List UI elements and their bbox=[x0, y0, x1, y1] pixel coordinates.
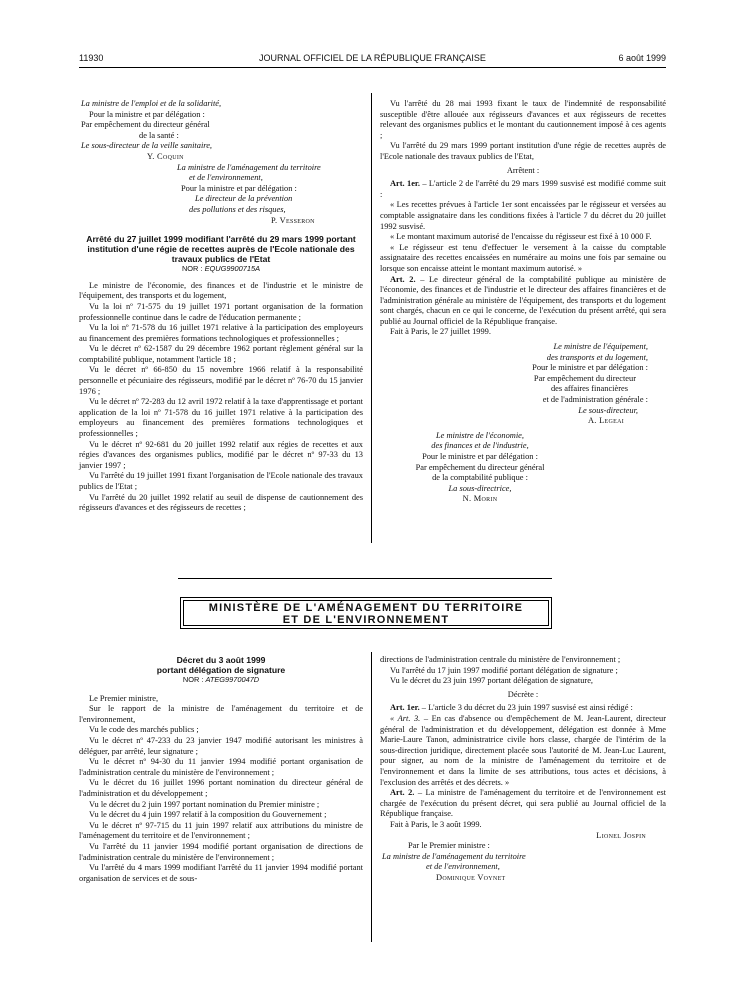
sig-line: La ministre de l'aménagement du territoire bbox=[177, 162, 321, 172]
sig-line: Pour la ministre et par délégation : bbox=[89, 109, 205, 119]
paragraph: Vu le décret nº 47-233 du 23 janvier 1947 modifié autorisant les ministres à déléguer, par arrêté, leur signature ; bbox=[79, 735, 363, 756]
article-label: Art. 2. bbox=[390, 274, 416, 284]
decree-title: Arrêté du 27 juillet 1999 modifiant l'arrêté du 29 mars 1999 portant institution d'une régie de recettes auprès de l'Ecole nationale des travaux publics de l'Etat bbox=[86, 234, 356, 265]
sig-line: et de l'administration générale : bbox=[542, 395, 648, 405]
signatory-name: P. Vesseron bbox=[271, 215, 315, 225]
column-divider bbox=[371, 652, 372, 942]
ministry-line-1: MINISTÈRE DE L'AMÉNAGEMENT DU TERRITOIRE bbox=[208, 602, 524, 614]
decree-title-line-2: portant délégation de signature bbox=[156, 665, 286, 675]
sig-line: La ministre de l'aménagement du territoire bbox=[382, 851, 526, 861]
sig-line: Le ministre de l'équipement, bbox=[553, 342, 648, 352]
article-text: – La ministre de l'aménagement du territoire et de l'environnement est chargée de l'exécution du présent décret, qui sera publié au Journal officiel de la République française. bbox=[380, 788, 666, 819]
paragraph: Vu l'arrêté du 19 juillet 1991 fixant l'organisation de l'Ecole nationale des travaux publics de l'Etat ; bbox=[79, 471, 363, 491]
quote: « Le régisseur est tenu d'effectuer le versement à la caisse du comptable assignataire des recettes encaissées en numéraire au moins une fois par semaine ou lorsque son encaisse atteint le montant maximum autorisé. » bbox=[380, 242, 666, 273]
arretent-heading: Arrêtent : bbox=[506, 165, 540, 175]
decrete-heading: Décrète : bbox=[507, 689, 539, 699]
nor-code: ATEG9970047D bbox=[205, 675, 260, 684]
sig-line: et de l'environnement, bbox=[189, 173, 263, 183]
sig-line: des affaires financières bbox=[550, 384, 628, 394]
signatory-name: Dominique Voynet bbox=[436, 872, 506, 882]
signatory-name: A. Legeai bbox=[587, 416, 624, 426]
paragraph: Vu le code des marchés publics ; bbox=[89, 725, 199, 735]
signature-block-amenagement bbox=[79, 163, 363, 227]
paragraph: Vu le décret nº 62-1587 du 29 décembre 1962 portant règlement général sur la comptabilité publique, notamment l'article 18 ; bbox=[79, 344, 363, 364]
paragraph: Vu le décret nº 72-283 du 12 avril 1972 relatif à la taxe d'apprentissage et portant application de la loi nº 71-578 du 16 juillet 1971 relative à la participation des employeurs au financement des premières formations technologiques et professionnelles ; bbox=[79, 397, 363, 439]
page-header bbox=[79, 53, 666, 67]
sig-line: Pour la ministre et par délégation : bbox=[181, 183, 297, 193]
fait-date: Fait à Paris, le 27 juillet 1999. bbox=[390, 327, 491, 337]
fait-date: Fait à Paris, le 3 août 1999. bbox=[390, 819, 482, 829]
nor-label: NOR : bbox=[181, 264, 203, 274]
quote: « Le montant maximum autorisé de l'encaisse du régisseur est fixé à 10 000 F. bbox=[390, 232, 652, 242]
signature-block-equipement bbox=[380, 342, 666, 427]
sig-line: Le sous-directeur, bbox=[578, 405, 638, 415]
nor-reference bbox=[79, 675, 363, 686]
ministry-section-box bbox=[180, 597, 552, 629]
paragraph: Vu le décret du 4 juin 1997 relatif à la composition du Gouvernement ; bbox=[89, 810, 327, 820]
article-2 bbox=[380, 275, 666, 328]
column-divider bbox=[371, 93, 372, 543]
sig-line: Par empêchement du directeur bbox=[533, 373, 636, 383]
issue-date: 6 août 1999 bbox=[618, 53, 666, 63]
paragraph: Vu le décret nº 66-850 du 15 novembre 1966 relatif à la responsabilité personnelle et pécuniaire des régisseurs, modifié par le décret nº 76-70 du 15 janvier 1976 ; bbox=[79, 365, 363, 396]
sig-line: Le ministre de l'économie, bbox=[435, 430, 524, 440]
paragraph: Sur le rapport de la ministre de l'aménagement du territoire et de l'environnement, bbox=[79, 704, 363, 724]
paragraph: directions de l'administration centrale du ministère de l'environnement ; bbox=[380, 655, 621, 664]
article-text: – L'article 2 de l'arrêté du 29 mars 1999 susvisé est modifié comme suit : bbox=[380, 179, 666, 199]
sig-line: et de l'environnement, bbox=[426, 862, 500, 872]
ministry-line-2: ET DE L'ENVIRONNEMENT bbox=[282, 614, 450, 626]
paragraph: Vu le décret du 23 juin 1997 portant délégation de signature, bbox=[390, 676, 593, 686]
sig-line: Pour le ministre et par délégation : bbox=[422, 452, 538, 461]
sig-line: Le directeur de la prévention bbox=[195, 194, 293, 204]
nor-reference bbox=[79, 264, 363, 275]
article-text: – Le directeur général de la comptabilité publique au ministère de l'économie, des finances et de l'industrie et le directeur des affaires financières et de l'administration générale au ministère de l'équipement, des transports et du logement sont chargés, chacun en ce qui le concerne, de l'exécution du présent arrêté, qui sera publié au Journal officiel de la République française. bbox=[380, 274, 667, 326]
sig-line: de la santé : bbox=[139, 130, 179, 140]
quote-label: « Art. 3. bbox=[390, 713, 421, 723]
article-label: Art. 1er. bbox=[390, 179, 420, 189]
paragraph: Vu le décret nº 92-681 du 20 juillet 1992 relatif aux régies de recettes et aux régies d'avances des organismes publics, modifié par le décret nº 97-33 du 13 janvier 1997 ; bbox=[79, 439, 363, 470]
nor-label: NOR : bbox=[182, 675, 204, 684]
sig-line: de la comptabilité publique : bbox=[432, 473, 528, 483]
nor-code: EQUG9900715A bbox=[204, 264, 261, 274]
paragraph: Vu la loi nº 71-578 du 16 juillet 1971 relative à la participation des employeurs au financement des premières formations technologiques et professionnelles ; bbox=[79, 323, 363, 343]
sig-line: La ministre de l'emploi et de la solidarité, bbox=[81, 99, 222, 108]
article-text: – L'article 3 du décret du 23 juin 1997 susvisé est ainsi rédigé : bbox=[421, 703, 633, 713]
paragraph: Le Premier ministre, bbox=[89, 693, 159, 703]
quoted-article bbox=[380, 714, 666, 788]
sig-line: des transports et du logement, bbox=[546, 352, 648, 362]
article-2 bbox=[380, 788, 666, 820]
article-label: Art. 1er. bbox=[390, 703, 420, 713]
article-label: Art. 2. bbox=[390, 788, 415, 798]
quote-text: – En cas d'absence ou d'empêchement de M. Jean-Laurent, directeur général de l'administration et du développement, délégation est donnée à Mme Marie-Laure Tanon, administratrice civile hors classe, chargée de l'intérim de la sous-direction juridique, directement placée sous l'autorité de M. Jean-Luc Laurent, pour signer, au nom de la ministre de l'aménagement du territoire et de l'environnement et dans la limite de ses attributions, tous actes et décisions, à l'exclusion des arrêtés et des décrets. » bbox=[380, 713, 666, 787]
sig-line: Par empêchement du directeur général bbox=[81, 120, 210, 130]
signatory-name: N. Morin bbox=[462, 494, 498, 504]
signatory-name: Lionel Jospin bbox=[596, 830, 646, 840]
paragraph: Vu l'arrêté du 4 mars 1999 modifiant l'arrêté du 11 janvier 1994 modifié portant organisation de services et de sous- bbox=[79, 863, 363, 883]
signature-block-economie bbox=[380, 431, 580, 505]
sig-line: Par empêchement du directeur général bbox=[415, 462, 545, 472]
sig-line: Le sous-directeur de la veille sanitaire, bbox=[81, 141, 213, 151]
sig-line: des finances et de l'industrie, bbox=[431, 441, 529, 451]
article-1 bbox=[380, 703, 666, 714]
paragraph: Vu l'arrêté du 11 janvier 1994 modifié portant organisation de directions de l'administration centrale du ministère de l'environnement ; bbox=[79, 841, 363, 862]
signatory-name: Y. Coquin bbox=[147, 151, 184, 161]
article-1 bbox=[380, 179, 666, 200]
paragraph: Vu le décret nº 94-30 du 11 janvier 1994 modifié portant organisation de l'administration centrale du ministère de l'environnement ; bbox=[79, 757, 363, 777]
ministry-section-heading bbox=[183, 600, 549, 626]
par-line: Par le Premier ministre : bbox=[408, 841, 490, 851]
top-right-column bbox=[380, 99, 666, 505]
page-number: 11930 bbox=[79, 53, 104, 63]
paragraph: Le ministre de l'économie, des finances et de l'industrie et le ministre de l'équipement, des transports et du logement, bbox=[79, 280, 363, 301]
paragraph: Vu le décret du 16 juillet 1996 portant nomination du directeur général de l'administration et du développement ; bbox=[79, 778, 363, 798]
sig-line: Pour le ministre et par délégation : bbox=[532, 363, 648, 373]
bottom-left-column bbox=[79, 655, 363, 884]
decree-title-line-1: Décret du 3 août 1999 bbox=[176, 655, 266, 665]
quote: « Les recettes prévues à l'article 1er sont encaissées par le régisseur et versées au comptable assignataire dans les conditions fixées à l'article 7 du décret du 20 juillet 1992 susvisé. bbox=[380, 200, 666, 231]
sig-line: La sous-directrice, bbox=[448, 483, 512, 493]
paragraph: Vu le décret du 2 juin 1997 portant nomination du Premier ministre ; bbox=[89, 799, 320, 809]
paragraph: Vu le décret nº 97-715 du 11 juin 1997 relatif aux attributions du ministre de l'aménagement du territoire et de l'environnement ; bbox=[79, 820, 363, 841]
paragraph: Vu l'arrêté du 20 juillet 1992 relatif au seuil de dispense de cautionnement des régisseurs d'avances et des régisseurs de recettes ; bbox=[79, 492, 363, 513]
top-left-column bbox=[79, 99, 363, 514]
paragraph: Vu l'arrêté du 17 juin 1997 modifié portant délégation de signature ; bbox=[390, 665, 618, 675]
signature-block-emploi bbox=[79, 99, 363, 163]
section-rule bbox=[178, 578, 552, 579]
paragraph: Vu l'arrêté du 28 mai 1993 fixant le taux de l'indemnité de responsabilité susceptible d'être allouée aux régisseurs d'avances et aux régisseurs de recettes relevant des organismes publics et le montant du cautionnement imposé à ces agents ; bbox=[380, 99, 666, 140]
journal-title: JOURNAL OFFICIEL DE LA RÉPUBLIQUE FRANÇAISE bbox=[259, 53, 486, 63]
bottom-right-column bbox=[380, 655, 666, 883]
paragraph: Vu l'arrêté du 29 mars 1999 portant institution d'une régie de recettes auprès de l'Ecole nationale des travaux publics de l'Etat, bbox=[380, 141, 666, 161]
header-rule bbox=[79, 67, 666, 68]
paragraph: Vu la loi nº 71-575 du 19 juillet 1971 portant organisation de la formation professionnelle continue dans le cadre de l'éducation permanente ; bbox=[79, 301, 363, 322]
sig-line: des pollutions et des risques, bbox=[189, 204, 286, 214]
